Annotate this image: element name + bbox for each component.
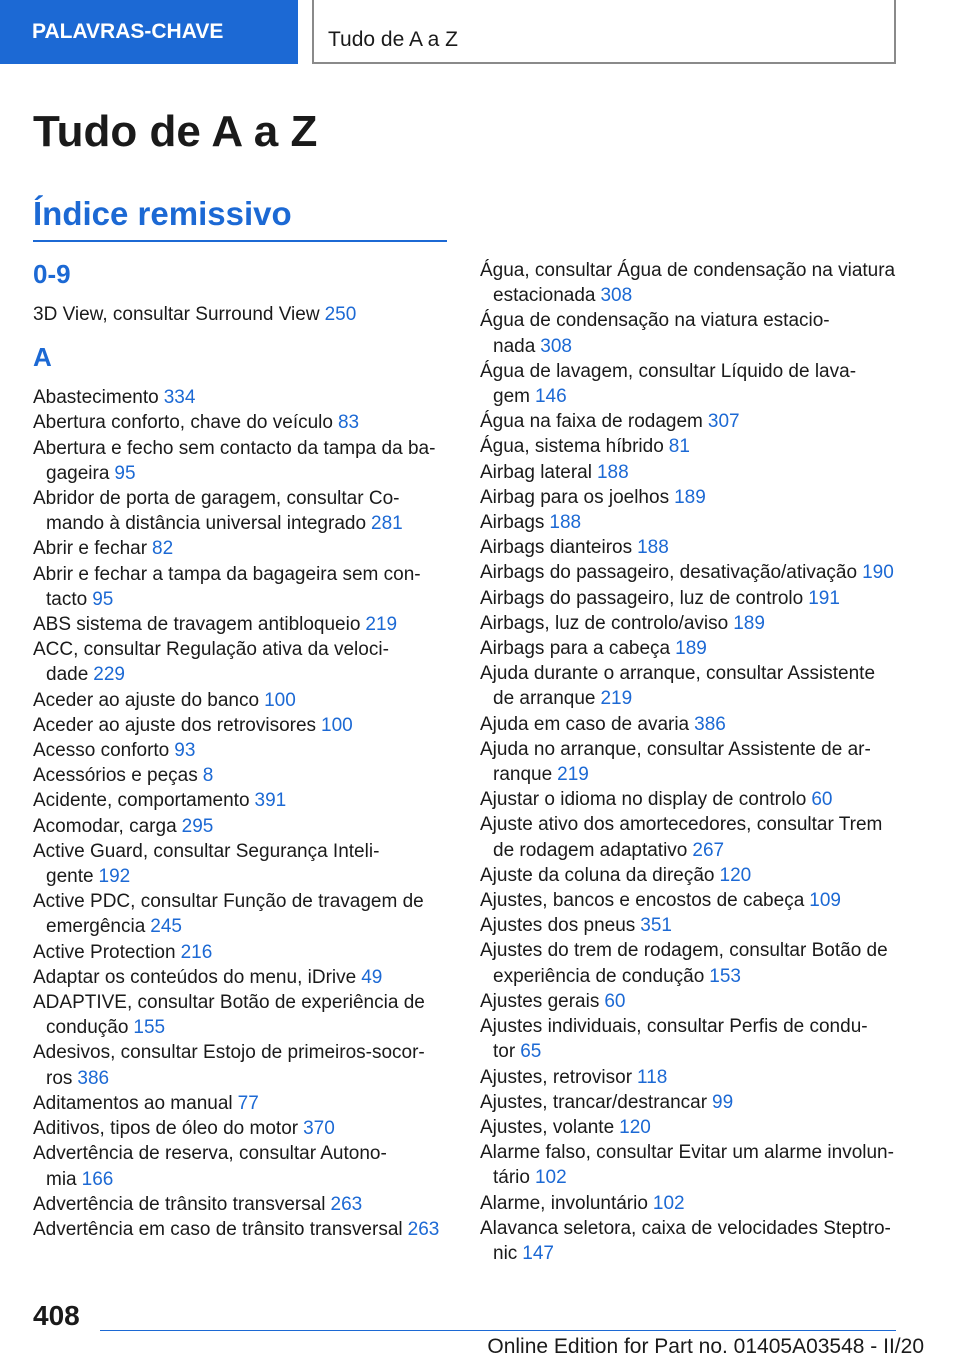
index-term: Advertência de trânsito transversal — [33, 1193, 326, 1215]
index-entry-line — [33, 1015, 453, 1040]
index-entry-line — [33, 990, 453, 1015]
index-term: tor — [493, 1041, 516, 1063]
index-term: emergência — [46, 916, 146, 938]
section-tab: PALAVRAS-CHAVE — [0, 0, 298, 64]
page-reference-link[interactable]: 386 — [694, 713, 726, 735]
index-entry-line — [33, 436, 453, 461]
page-reference-link[interactable]: 153 — [709, 965, 741, 987]
page-reference-link[interactable]: 49 — [361, 966, 383, 988]
page-reference-link[interactable]: 188 — [596, 461, 629, 483]
index-entry — [480, 787, 900, 812]
index-entry-line — [480, 1115, 900, 1140]
index-term: experiência de condução — [493, 965, 705, 987]
index-entry-line — [480, 661, 900, 686]
page-reference-link[interactable]: 166 — [81, 1168, 114, 1190]
page-reference-link[interactable]: 192 — [98, 866, 131, 888]
page-reference-link[interactable]: 120 — [719, 864, 752, 886]
index-entry-line — [480, 258, 900, 283]
index-term: tário — [493, 1167, 530, 1189]
index-entry-line — [33, 637, 453, 662]
index-entry-line — [33, 1141, 453, 1166]
index-entry-line — [33, 1091, 453, 1116]
index-entry — [33, 612, 453, 637]
page-reference-link[interactable]: 307 — [707, 411, 740, 433]
page-reference-link[interactable]: 295 — [181, 815, 214, 837]
index-term: Ajustes individuais, consultar Perfis de condu- — [480, 1016, 868, 1038]
index-term: mia — [46, 1168, 77, 1190]
chapter-header — [312, 0, 896, 64]
index-entry-line — [33, 587, 453, 612]
index-entry-line — [33, 788, 453, 813]
index-entry-line — [480, 1216, 900, 1241]
page-reference-link[interactable]: 189 — [733, 612, 765, 634]
page-reference-link[interactable]: 100 — [321, 714, 353, 736]
index-entry-line — [480, 737, 900, 762]
index-term: de rodagem adaptativo — [493, 839, 688, 861]
index-entry — [480, 737, 900, 787]
index-entry — [33, 302, 453, 327]
index-entry-line — [480, 888, 900, 913]
index-letter-heading: A — [33, 342, 52, 373]
index-entry-line — [480, 1241, 900, 1266]
page-reference-link[interactable]: 81 — [668, 436, 690, 458]
index-entry — [480, 460, 900, 485]
index-entry-line — [33, 410, 453, 435]
index-term: Advertência em caso de trânsito transversal — [33, 1218, 403, 1240]
index-entry — [33, 738, 453, 763]
page-reference-link[interactable]: 219 — [600, 688, 633, 710]
page-reference-link[interactable]: 60 — [811, 789, 833, 811]
index-entry — [33, 1141, 453, 1191]
index-entry — [33, 1040, 453, 1090]
index-term: Acidente, comportamento — [33, 790, 250, 812]
index-term: gem — [493, 386, 530, 408]
index-term: Água de condensação na viatura estacio- — [480, 310, 830, 332]
index-entry — [480, 1065, 900, 1090]
index-entry — [480, 434, 900, 459]
chapter-title: Tudo de A a Z — [328, 28, 458, 51]
index-entry-line — [33, 940, 453, 965]
index-entry — [33, 965, 453, 990]
index-entry-line — [33, 763, 453, 788]
page-reference-link[interactable]: 263 — [330, 1193, 363, 1215]
index-entry-line — [33, 1167, 453, 1192]
index-entry — [33, 688, 453, 713]
index-entry — [480, 1090, 900, 1115]
index-entry — [480, 611, 900, 636]
index-entry-line — [33, 889, 453, 914]
index-entry-line — [480, 308, 900, 333]
index-term: Airbags do passageiro, desativação/ativação — [480, 562, 858, 584]
index-term: Ajustes gerais — [480, 990, 600, 1012]
index-term: Ajustar o idioma no display de controlo — [480, 789, 807, 811]
index-entry — [33, 385, 453, 410]
index-column-left — [33, 258, 453, 1242]
page-reference-link[interactable]: 120 — [619, 1116, 651, 1138]
index-term: Active PDC, consultar Função de travagem de — [33, 891, 424, 913]
index-entry-line — [480, 1065, 900, 1090]
page-reference-link[interactable]: 219 — [365, 614, 398, 636]
index-entry — [480, 359, 900, 409]
page-reference-link[interactable]: 102 — [652, 1192, 685, 1214]
page-reference-link[interactable]: 83 — [337, 412, 360, 434]
page-reference-link[interactable]: 93 — [174, 740, 196, 762]
index-entry-line — [480, 586, 900, 611]
index-term: Ajustes do trem de rodagem, consultar Botão de — [480, 940, 888, 962]
page-reference-link[interactable]: 229 — [93, 664, 125, 686]
index-term: Airbags do passageiro, luz de controlo — [480, 587, 804, 609]
index-entry-line — [33, 914, 453, 939]
index-term: Abertura conforto, chave do veículo — [33, 412, 333, 434]
page-reference-link[interactable]: 60 — [604, 990, 626, 1012]
index-entry — [480, 258, 900, 308]
index-entry-line — [480, 1140, 900, 1165]
page-reference-link[interactable]: 95 — [92, 588, 114, 610]
index-term: Ajuda em caso de avaria — [480, 713, 690, 735]
index-entry-line — [480, 938, 900, 963]
section-divider — [33, 240, 447, 242]
index-term: Airbags dianteiros — [480, 537, 633, 559]
index-entry-line — [480, 1039, 900, 1064]
page-reference-link[interactable]: 219 — [557, 764, 589, 786]
group-spacer — [33, 327, 453, 341]
index-entry — [33, 763, 453, 788]
page-reference-link[interactable]: 281 — [371, 513, 403, 535]
index-entry-line — [33, 302, 453, 327]
page-title: Tudo de A a Z — [33, 107, 318, 156]
index-term: Abrir e fechar a tampa da bagageira sem con- — [33, 563, 421, 585]
index-term: nic — [493, 1242, 518, 1264]
index-term: Ajuda no arranque, consultar Assistente de ar- — [480, 738, 871, 760]
index-entry-line — [33, 1066, 453, 1091]
page-reference-link[interactable]: 155 — [133, 1017, 166, 1039]
index-entry — [480, 938, 900, 988]
section-title: Índice remissivo — [33, 195, 292, 232]
index-entry-line — [33, 688, 453, 713]
index-term: dade — [46, 664, 89, 686]
index-term: Adaptar os conteúdos do menu, iDrive — [33, 966, 357, 988]
index-term: Acomodar, carga — [33, 815, 177, 837]
index-entry — [480, 535, 900, 560]
index-entry-line — [480, 1165, 900, 1190]
page-reference-link[interactable]: 191 — [808, 587, 840, 609]
index-term: Aceder ao ajuste dos retrovisores — [33, 714, 317, 736]
index-entry — [480, 586, 900, 611]
index-term: estacionada — [493, 285, 596, 307]
page-reference-link[interactable]: 334 — [163, 387, 196, 409]
index-entry — [480, 485, 900, 510]
page-reference-link[interactable]: 77 — [237, 1092, 259, 1114]
index-term: Alarme, involuntário — [480, 1192, 648, 1214]
index-entry — [480, 1014, 900, 1064]
index-entry-line — [480, 1090, 900, 1115]
index-entry — [33, 562, 453, 612]
index-entry — [33, 536, 453, 561]
page-reference-link[interactable]: 82 — [152, 538, 174, 560]
footer-divider — [100, 1330, 896, 1331]
index-entry — [480, 1115, 900, 1140]
index-entry-line — [480, 434, 900, 459]
index-entry — [33, 889, 453, 939]
index-term: Água na faixa de rodagem — [480, 411, 703, 433]
index-term: Abridor de porta de garagem, consultar Co- — [33, 488, 400, 510]
index-entry — [33, 1116, 453, 1141]
index-entry — [480, 812, 900, 862]
index-term: gageira — [46, 462, 110, 484]
page-reference-link[interactable]: 189 — [674, 486, 706, 508]
index-entry-line — [480, 863, 900, 888]
index-entry — [33, 814, 453, 839]
index-entry-line — [33, 814, 453, 839]
index-entry-line — [480, 964, 900, 989]
page-reference-link[interactable]: 386 — [77, 1067, 110, 1089]
index-entry — [480, 1140, 900, 1190]
index-term: gente — [46, 866, 94, 888]
group-spacer — [33, 373, 453, 385]
index-term: Airbag para os joelhos — [480, 486, 670, 508]
index-term: ros — [46, 1067, 73, 1089]
index-entry-line — [33, 511, 453, 536]
index-entry — [480, 661, 900, 711]
index-entry-line — [480, 812, 900, 837]
index-entry — [480, 863, 900, 888]
index-entry — [480, 1191, 900, 1216]
index-entry — [480, 636, 900, 661]
index-entry-line — [480, 409, 900, 434]
page-reference-link[interactable]: 8 — [202, 765, 214, 787]
page-reference-link[interactable]: 188 — [637, 537, 669, 559]
index-entry-line — [480, 686, 900, 711]
index-entry-line — [480, 384, 900, 409]
index-term: Airbags, luz de controlo/aviso — [480, 612, 729, 634]
page-reference-link[interactable]: 190 — [862, 562, 894, 584]
index-term: Active Protection — [33, 941, 176, 963]
index-entry-line — [480, 560, 900, 585]
index-entry — [480, 308, 900, 358]
index-entry-line — [480, 712, 900, 737]
index-entry — [33, 436, 453, 486]
index-entry-line — [480, 787, 900, 812]
index-term: Água, consultar Água de condensação na viatura — [480, 260, 896, 281]
index-entry — [480, 560, 900, 585]
index-entry-line — [480, 460, 900, 485]
index-entry — [33, 410, 453, 435]
index-term: tacto — [46, 588, 88, 610]
index-entry-line — [480, 636, 900, 661]
index-entry-line — [33, 864, 453, 889]
index-entry-line — [33, 1192, 453, 1217]
page-reference-link[interactable]: 370 — [303, 1118, 335, 1140]
index-term: ABS sistema de travagem antibloqueio — [33, 614, 361, 636]
index-term: Aceder ao ajuste do banco — [33, 689, 260, 711]
index-term: Airbag lateral — [480, 461, 592, 483]
index-entry-line — [480, 1191, 900, 1216]
index-entry — [480, 888, 900, 913]
index-entry — [33, 1217, 453, 1242]
index-term: Airbags para a cabeça — [480, 638, 671, 660]
index-entry-line — [33, 713, 453, 738]
index-entry-line — [33, 1040, 453, 1065]
index-term: Abertura e fecho sem contacto da tampa da ba- — [33, 437, 436, 459]
index-term: Ajuste da coluna da direção — [480, 864, 715, 886]
page-reference-link[interactable]: 99 — [712, 1091, 734, 1113]
index-term: Abrir e fechar — [33, 538, 148, 560]
index-term: de arranque — [493, 688, 596, 710]
index-entry — [480, 1216, 900, 1266]
index-entry-line — [33, 461, 453, 486]
page-reference-link[interactable]: 189 — [675, 638, 707, 660]
index-term: Ajustes, trancar/destrancar — [480, 1091, 708, 1113]
index-entry — [480, 510, 900, 535]
page-reference-link[interactable]: 308 — [540, 335, 572, 357]
page-number: 408 — [33, 1300, 80, 1331]
page-reference-link[interactable]: 267 — [692, 839, 725, 861]
page-reference-link[interactable]: 65 — [520, 1041, 542, 1063]
footer-edition: Online Edition for Part no. 01405A03548 - II/20 — [487, 1335, 924, 1358]
index-term: Ajustes, retrovisor — [480, 1066, 633, 1088]
index-term: ADAPTIVE, consultar Botão de experiência de — [33, 992, 425, 1014]
index-column-right — [480, 258, 900, 1266]
index-entry-line — [33, 562, 453, 587]
page-reference-link[interactable]: 146 — [534, 386, 567, 408]
index-entry — [33, 713, 453, 738]
index-entry — [480, 712, 900, 737]
index-letter-heading: 0-9 — [33, 259, 71, 289]
index-entry-line — [33, 385, 453, 410]
index-entry — [480, 913, 900, 938]
index-entry — [480, 989, 900, 1014]
index-term: Acessórios e peças — [33, 765, 198, 787]
index-entry-line — [480, 535, 900, 560]
index-entry — [33, 940, 453, 965]
index-entry-line — [480, 283, 900, 308]
index-entry-line — [33, 1116, 453, 1141]
page-reference-link[interactable]: 263 — [407, 1218, 440, 1240]
index-entry — [33, 1192, 453, 1217]
index-entry — [33, 1091, 453, 1116]
index-entry-line — [33, 662, 453, 687]
page-reference-link[interactable]: 351 — [640, 915, 672, 937]
index-entry — [33, 839, 453, 889]
index-term: Aditamentos ao manual — [33, 1092, 233, 1114]
index-term: Abastecimento — [33, 387, 159, 409]
index-entry-line — [480, 359, 900, 384]
page-reference-link[interactable]: 118 — [637, 1066, 668, 1088]
index-term: ACC, consultar Regulação ativa da veloci- — [33, 639, 389, 661]
index-entry — [33, 637, 453, 687]
index-term: Ajustes, volante — [480, 1116, 615, 1138]
index-entry — [480, 409, 900, 434]
index-term: mando à distância universal integrado — [46, 513, 367, 535]
index-entry-line — [480, 762, 900, 787]
index-term: Água, sistema híbrido — [480, 436, 664, 458]
index-term: Ajuda durante o arranque, consultar Assistente — [480, 663, 876, 685]
page-reference-link[interactable]: 188 — [549, 512, 582, 534]
page-reference-link[interactable]: 109 — [809, 890, 841, 912]
index-term: Advertência de reserva, consultar Autono- — [33, 1143, 387, 1165]
index-entry-line — [480, 611, 900, 636]
index-term: Alavanca seletora, caixa de velocidades Steptro- — [480, 1217, 891, 1239]
index-term: Acesso conforto — [33, 740, 170, 762]
index-term: Active Guard, consultar Segurança Inteli- — [33, 840, 380, 862]
index-entry-line — [33, 536, 453, 561]
index-entry — [33, 990, 453, 1040]
page-reference-link[interactable]: 391 — [254, 790, 287, 812]
index-term: Airbags — [480, 512, 545, 534]
index-term: Adesivos, consultar Estojo de primeiros-socor- — [33, 1042, 425, 1064]
index-entry-line — [480, 1014, 900, 1039]
index-term: Água de lavagem, consultar Líquido de lava- — [480, 360, 857, 382]
page-reference-link[interactable]: 250 — [324, 304, 357, 325]
index-entry-line — [33, 738, 453, 763]
index-term: ranque — [493, 764, 553, 786]
page-reference-link[interactable]: 216 — [180, 941, 213, 963]
index-term: Ajustes dos pneus — [480, 915, 636, 937]
index-term: nada — [493, 335, 536, 357]
index-entry-line — [480, 989, 900, 1014]
page-reference-link[interactable]: 100 — [264, 689, 296, 711]
index-entry — [33, 486, 453, 536]
group-spacer — [33, 290, 453, 302]
index-entry-line — [480, 838, 900, 863]
index-entry-line — [33, 1217, 453, 1242]
page-reference-link[interactable]: 95 — [114, 462, 136, 484]
index-term: Ajuste ativo dos amortecedores, consultar Trem — [480, 814, 883, 836]
page-reference-link[interactable]: 102 — [534, 1167, 567, 1189]
index-term: Alarme falso, consultar Evitar um alarme involun- — [480, 1142, 894, 1164]
index-term: Ajustes, bancos e encostos de cabeça — [480, 890, 805, 912]
index-entry-line — [33, 486, 453, 511]
index-term: 3D View, consultar Surround View — [33, 304, 320, 325]
index-entry-line — [33, 612, 453, 637]
index-entry-line — [480, 485, 900, 510]
page-reference-link[interactable]: 245 — [150, 916, 182, 938]
index-entry-line — [33, 965, 453, 990]
index-entry-line — [480, 510, 900, 535]
index-entry — [33, 788, 453, 813]
index-entry-line — [480, 334, 900, 359]
index-entry-line — [33, 839, 453, 864]
index-entry-line — [480, 913, 900, 938]
page-reference-link[interactable]: 147 — [522, 1242, 554, 1264]
page-reference-link[interactable]: 308 — [600, 285, 633, 307]
index-term: condução — [46, 1017, 129, 1039]
index-term: Aditivos, tipos de óleo do motor — [33, 1118, 299, 1140]
